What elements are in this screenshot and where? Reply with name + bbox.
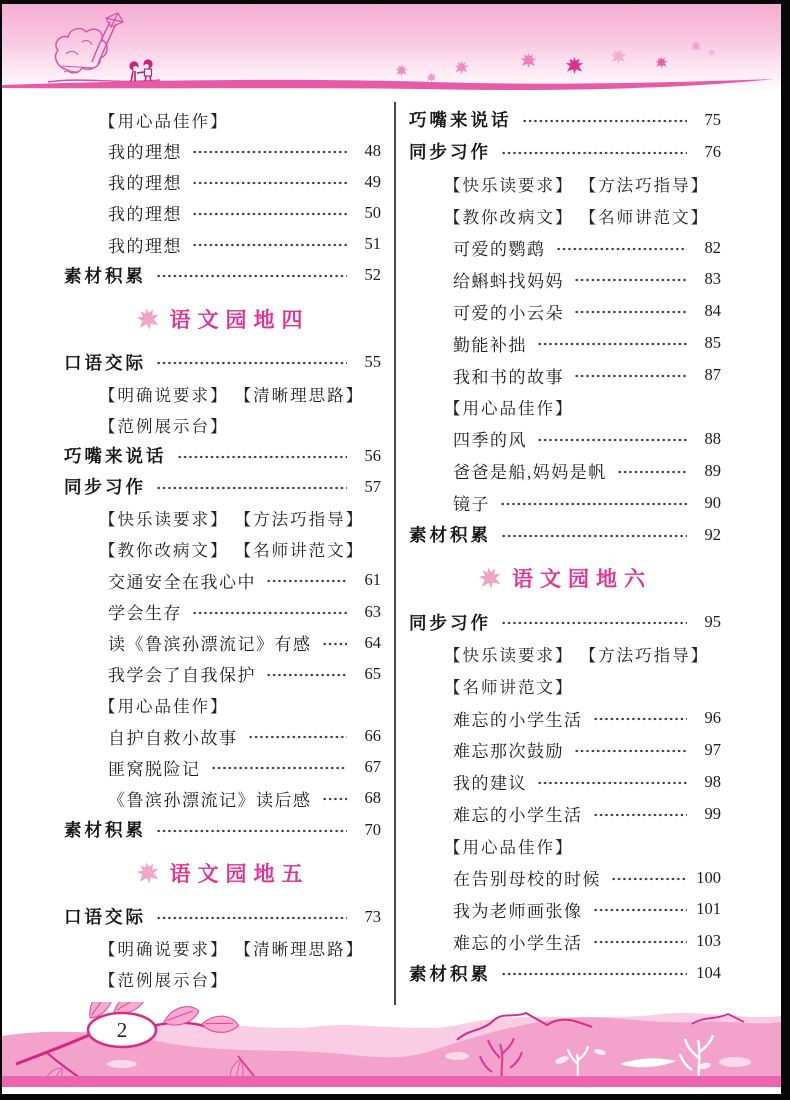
- toc-bracket-row: [409, 638, 721, 670]
- header-banner: [2, 4, 781, 90]
- maple-leaf-icon: [454, 60, 469, 75]
- toc-bracket-row: [409, 200, 721, 232]
- toc-entry-label: 我的建议: [453, 774, 527, 794]
- toc-entry-label: 四季的风: [453, 431, 527, 451]
- toc-entry-label: 素材积累: [64, 820, 146, 841]
- toc-entry-label: 【用心品佳作】: [99, 696, 229, 716]
- toc-entry-label: 我学会了自我保护: [108, 666, 256, 686]
- toc-page-number: 51: [364, 234, 381, 254]
- toc-entry-label: 爸爸是船,妈妈是帆: [453, 463, 607, 483]
- toc-page-number: 48: [364, 140, 381, 160]
- toc-entry-label: 【教你改病文】 【名师讲范文】: [99, 541, 365, 561]
- toc-entry-label: 【用心品佳作】: [99, 111, 229, 131]
- toc-entry: [64, 627, 381, 658]
- toc-entry: [409, 702, 721, 734]
- toc-entry: [409, 295, 721, 327]
- toc-entry-label: 我的理想: [108, 174, 182, 194]
- toc-page-number: 85: [704, 333, 721, 353]
- toc-entry: [409, 734, 721, 766]
- photo-edge-right: [781, 0, 790, 1100]
- dot-leader: [156, 360, 347, 366]
- dot-leader: [156, 828, 347, 834]
- toc-bracket-row: [64, 503, 381, 534]
- dot-leader: [192, 242, 347, 248]
- dot-leader: [501, 971, 687, 977]
- toc-entry: [409, 862, 721, 894]
- toc-bracket-row: [409, 391, 721, 423]
- toc-entry: [409, 455, 721, 487]
- dot-leader: [156, 915, 347, 921]
- toc-entry-label: 我和书的故事: [453, 367, 564, 387]
- dot-leader: [537, 780, 687, 786]
- toc-entry-label: 【名师讲范文】: [444, 678, 574, 698]
- toc-entry: [64, 901, 381, 932]
- maple-leaf-icon: [690, 40, 702, 52]
- dot-leader: [192, 610, 347, 616]
- toc-entry: [409, 232, 721, 264]
- toc-page-number: 50: [364, 202, 381, 222]
- toc-page-number: 103: [696, 931, 721, 951]
- toc-entry-label: 【快乐读要求】 【方法巧指导】: [444, 646, 710, 666]
- toc-entry-label: 【教你改病文】 【名师讲范文】: [444, 207, 710, 227]
- toc-entry-label: 可爱的小云朵: [453, 303, 564, 323]
- dot-leader: [192, 211, 347, 217]
- toc-page-number: 82: [704, 237, 721, 257]
- toc-column-left: [64, 104, 381, 995]
- dot-leader: [192, 180, 347, 186]
- toc-page-number: 75: [704, 109, 721, 129]
- dot-leader: [593, 812, 688, 818]
- maple-leaf-icon: [655, 56, 668, 69]
- dot-leader: [501, 150, 687, 156]
- toc-page-number: 49: [364, 171, 381, 191]
- toc-page-number: 68: [364, 788, 381, 808]
- toc-entry: [409, 519, 721, 551]
- toc-entry-label: 我的理想: [108, 236, 182, 256]
- maple-leaf-icon: [565, 56, 584, 75]
- dot-leader: [322, 641, 348, 647]
- toc-page-number: 98: [704, 771, 721, 791]
- toc-column-right: [409, 104, 721, 989]
- toc-bracket-row: [64, 932, 381, 963]
- toc-entry-label: 【明确说要求】 【清晰理思路】: [99, 939, 365, 959]
- toc-entry: [64, 440, 381, 471]
- toc-entry-label: 口语交际: [64, 352, 146, 373]
- toc-entry-label: 镜子: [453, 495, 490, 515]
- maple-leaf-icon: [707, 48, 716, 57]
- toc-entry: [64, 135, 381, 166]
- toc-entry: [409, 893, 721, 925]
- toc-entry-label: 我为老师画张像: [453, 901, 583, 921]
- toc-entry-label: 【快乐读要求】 【方法巧指导】: [99, 510, 365, 530]
- toc-bracket-row: [64, 104, 381, 135]
- toc-entry-label: 【明确说要求】 【清晰理思路】: [99, 385, 365, 405]
- toc-entry: [64, 471, 381, 502]
- toc-page-number: 101: [696, 899, 721, 919]
- toc-page-number: 96: [704, 708, 721, 728]
- dot-leader: [177, 454, 348, 460]
- toc-page-number: 87: [704, 365, 721, 385]
- toc-entry: [64, 783, 381, 814]
- toc-entry-label: 巧嘴来说话: [409, 110, 512, 131]
- toc-bracket-row: [409, 168, 721, 200]
- toc-entry: [409, 136, 721, 168]
- toc-entry: [409, 359, 721, 391]
- toc-entry-label: 同步习作: [64, 477, 146, 498]
- toc-entry-label: 巧嘴来说话: [64, 446, 167, 467]
- toc-page-number: 99: [704, 803, 721, 823]
- toc-bracket-row: [64, 409, 381, 440]
- toc-entry-label: 读《鲁滨孙漂流记》有感: [108, 635, 312, 655]
- toc-entry-label: 给蝌蚪找妈妈: [453, 271, 564, 291]
- toc-section-header: [64, 291, 381, 347]
- dot-leader: [156, 485, 347, 491]
- dot-leader: [501, 533, 687, 539]
- toc-bracket-row: [64, 534, 381, 565]
- toc-section-header: [409, 550, 721, 606]
- toc-entry-label: 素材积累: [409, 963, 491, 984]
- toc-entry: [409, 606, 721, 638]
- toc-entry-label: 难忘那次鼓励: [453, 742, 564, 762]
- toc-page-number: 90: [704, 492, 721, 512]
- toc-entry-label: 在告别母校的时候: [453, 870, 601, 890]
- dot-leader: [611, 876, 687, 882]
- toc-entry-label: 口语交际: [64, 907, 146, 928]
- toc-entry-label: 素材积累: [409, 525, 491, 546]
- toc-page-number: 64: [364, 632, 381, 652]
- dot-leader: [537, 437, 687, 443]
- dot-leader: [617, 469, 687, 475]
- pink-hills-branches-illustration: [2, 1002, 781, 1087]
- toc-entry: [64, 347, 381, 378]
- toc-entry: [409, 327, 721, 359]
- toc-page-number: 56: [364, 445, 381, 465]
- toc-page-number: 67: [364, 757, 381, 777]
- dot-leader: [322, 796, 348, 802]
- toc-entry: [64, 166, 381, 197]
- toc-entry-label: 学会生存: [108, 604, 182, 624]
- photo-edge-top: [0, 0, 790, 4]
- toc-entry: [64, 565, 381, 596]
- toc-bracket-row: [64, 378, 381, 409]
- toc-entry-label: 【快乐读要求】 【方法巧指导】: [444, 175, 710, 195]
- dot-leader: [593, 939, 688, 945]
- dot-leader: [248, 734, 348, 740]
- toc-page-number: 55: [364, 352, 381, 372]
- maple-leaf-icon: [610, 48, 627, 65]
- banner-underline-swoosh: [2, 76, 781, 94]
- maple-leaf-icon: [520, 52, 537, 69]
- toc-entry: [64, 721, 381, 752]
- toc-entry-label: 难忘的小学生活: [453, 806, 583, 826]
- toc-page-number: 52: [364, 265, 381, 285]
- dot-leader: [211, 765, 348, 771]
- section-title: 语文园地六: [512, 567, 652, 592]
- toc-entry: [64, 752, 381, 783]
- section-title: 语文园地五: [169, 862, 310, 887]
- toc-page-number: 66: [364, 726, 381, 746]
- dot-leader: [574, 373, 687, 379]
- toc-page-number: 65: [364, 663, 381, 683]
- toc-entry-label: 《鲁滨孙漂流记》读后感: [108, 790, 312, 810]
- page-number: 2: [116, 1018, 128, 1042]
- dot-leader: [266, 672, 347, 678]
- toc-entry: [64, 229, 381, 260]
- toc-page-number: 89: [704, 460, 721, 480]
- toc-page-number: 83: [704, 269, 721, 289]
- toc-page-number: 104: [696, 963, 721, 983]
- dot-leader: [156, 273, 347, 279]
- dot-leader: [500, 501, 687, 507]
- dot-leader: [593, 907, 688, 913]
- toc-entry: [409, 487, 721, 519]
- toc-entry-label: 交通安全在我心中: [108, 572, 256, 592]
- toc-entry-label: 【用心品佳作】: [444, 837, 574, 857]
- toc-entry: [409, 104, 721, 136]
- toc-entry-label: 难忘的小学生活: [453, 933, 583, 953]
- toc-entry-label: 自护自救小故事: [108, 728, 238, 748]
- toc-page-number: 70: [364, 819, 381, 839]
- toc-entry-label: 难忘的小学生活: [453, 710, 583, 730]
- column-divider: [394, 102, 396, 1005]
- toc-page-number: 63: [364, 601, 381, 621]
- maple-leaf-icon: [476, 565, 503, 592]
- toc-entry: [409, 957, 721, 989]
- dot-leader: [266, 578, 347, 584]
- photo-edge-bottom: [0, 1094, 790, 1100]
- dot-leader: [593, 716, 688, 722]
- dot-leader: [574, 309, 687, 315]
- toc-bracket-row: [64, 689, 381, 720]
- toc-page-number: 97: [704, 739, 721, 759]
- toc-entry: [64, 658, 381, 689]
- toc-page-number: 92: [704, 524, 721, 544]
- toc-bracket-row: [64, 963, 381, 994]
- toc-page-number: 88: [704, 428, 721, 448]
- toc-entry-label: 可爱的鹦鹉: [453, 240, 546, 259]
- toc-entry: [64, 596, 381, 627]
- toc-entry: [64, 814, 381, 845]
- toc-entry: [409, 925, 721, 957]
- dot-leader: [501, 620, 687, 626]
- toc-page-number: 100: [696, 867, 721, 887]
- toc-entry-label: 【范例展示台】: [99, 970, 229, 990]
- dot-leader: [556, 246, 688, 252]
- toc-section-header: [64, 845, 381, 901]
- toc-entry-label: 我的理想: [108, 143, 182, 163]
- maple-leaf-icon: [134, 305, 161, 332]
- toc-entry-label: 素材积累: [64, 265, 146, 286]
- toc-entry: [409, 263, 721, 295]
- toc-bracket-row: [409, 670, 721, 702]
- toc-page-number: 61: [364, 570, 381, 590]
- toc-entry-label: 我的理想: [108, 205, 182, 225]
- dot-leader: [192, 149, 347, 155]
- toc-page-number: 73: [364, 906, 381, 926]
- photo-edge-left: [0, 0, 2, 1100]
- toc-entry-label: 同步习作: [409, 142, 491, 163]
- dot-leader: [537, 341, 687, 347]
- toc-entry: [64, 197, 381, 228]
- toc-entry-label: 同步习作: [409, 612, 491, 633]
- toc-page-number: 57: [364, 476, 381, 496]
- maple-leaf-icon: [134, 860, 161, 887]
- toc-entry-label: 【范例展示台】: [99, 416, 229, 436]
- toc-entry-label: 匪窝脱险记: [108, 759, 201, 779]
- toc-entry: [409, 766, 721, 798]
- toc-entry: [64, 260, 381, 291]
- toc-page-number: 76: [704, 141, 721, 161]
- toc-entry-label: 【用心品佳作】: [444, 398, 574, 418]
- toc-bracket-row: [409, 830, 721, 862]
- dot-leader: [522, 118, 688, 124]
- toc-page-number: 84: [704, 301, 721, 321]
- dot-leader: [574, 748, 687, 754]
- toc-entry-label: 勤能补拙: [453, 335, 527, 355]
- toc-entry: [409, 798, 721, 830]
- toc-page-number: 95: [704, 612, 721, 632]
- dot-leader: [574, 277, 687, 283]
- toc-entry: [409, 423, 721, 455]
- section-title: 语文园地四: [169, 307, 310, 332]
